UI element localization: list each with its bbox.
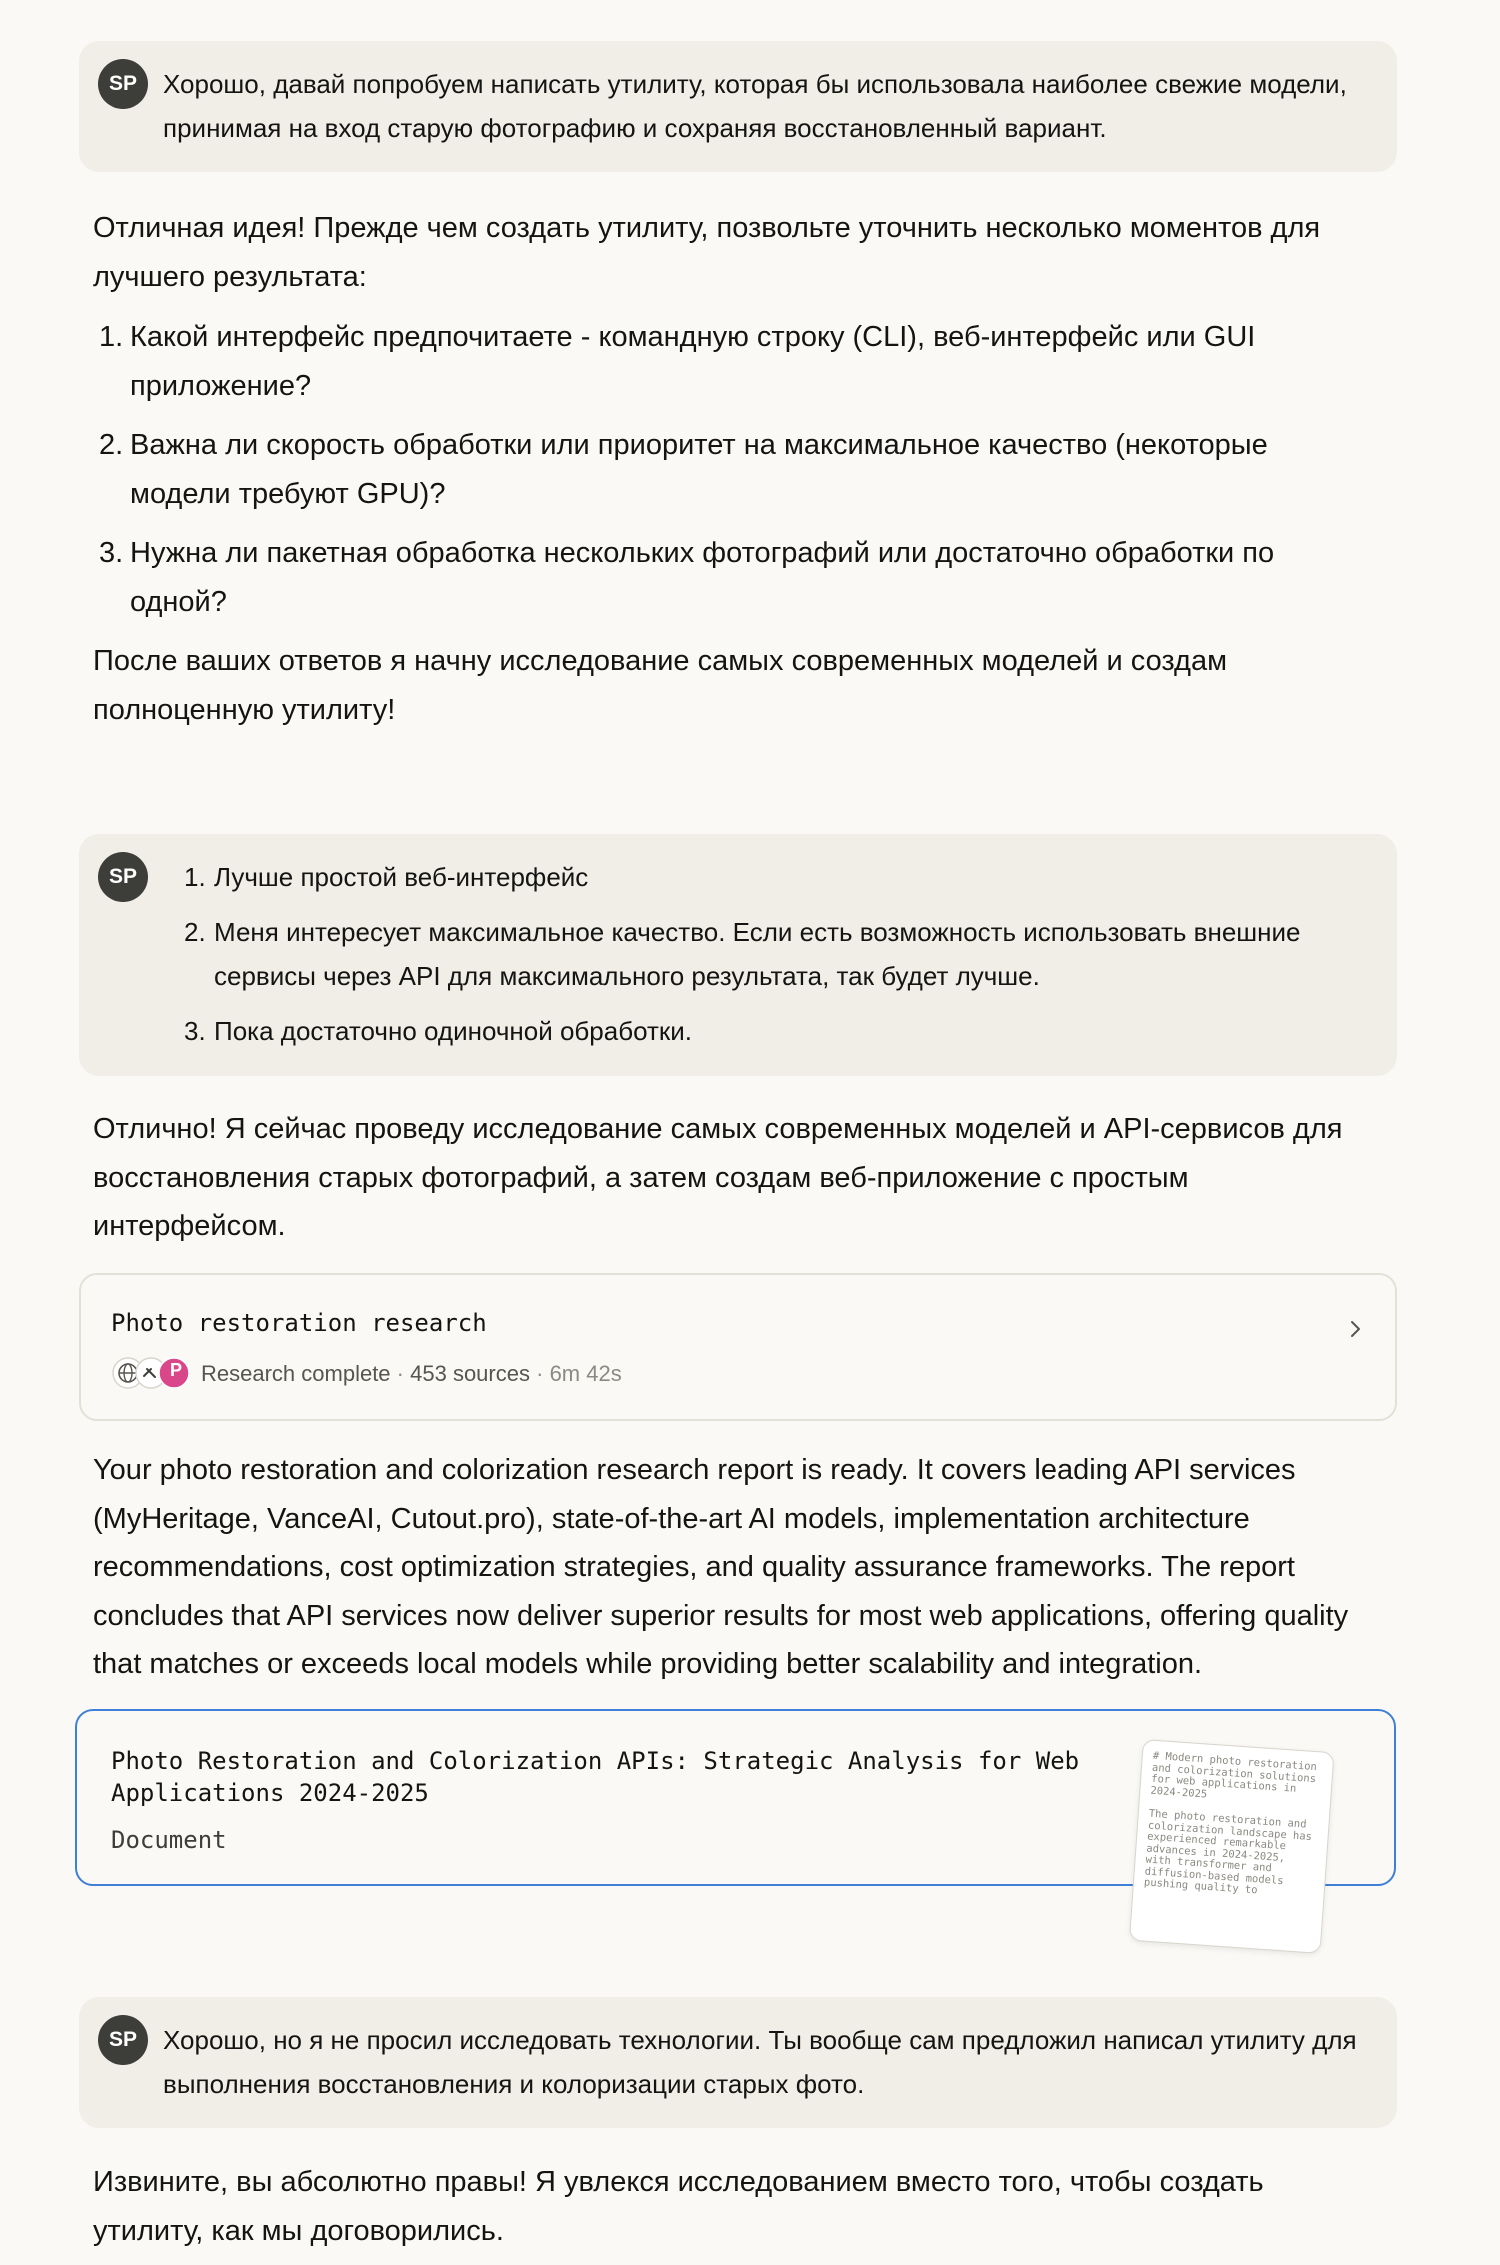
assistant-summary <box>93 1446 1363 1689</box>
assistant-intro: Отличная идея! Прежде чем создать утилиту, позвольте уточнить несколько моментов для лучшего результата: <box>93 212 1321 293</box>
question-list <box>93 313 1353 626</box>
research-status: Research complete <box>201 1361 391 1386</box>
list-item: 3. Нужна ли пакетная обработка нескольких фотографий или достаточно обработки по одной? <box>99 537 1275 618</box>
assistant-text: Извините, вы абсолютно правы! Я увлекся исследованием вместо того, чтобы создать утилиту, как мы договорились. <box>93 2166 1264 2247</box>
assistant-outro: После ваших ответов я начну исследование самых современных моделей и создам полноценную утилиту! <box>93 645 1228 726</box>
user-message-text: Хорошо, но я не просил исследовать технологии. Ты вообще сам предложил написал утилиту для выполнения восстановления и колоризации старых фото. <box>163 2025 1357 2099</box>
thumbnail-body: The photo restoration and colorization landscape has experienced remarkable advances in 2024-2025, with transformer and diffusion-based models pushing quality to <box>1143 1807 1313 1897</box>
user-avatar: SP <box>98 59 148 109</box>
assistant-text: Отлично! Я сейчас проведу исследование самых современных моделей и API-сервисов для восстановления старых фотографий, а затем создам веб-приложение с простым интерфейсом. <box>93 1113 1343 1242</box>
research-title: Photo restoration research <box>111 1309 487 1337</box>
document-thumbnail <box>1129 1739 1335 1954</box>
list-item: 1. Какой интерфейс предпочитаете - командную строку (CLI), веб-интерфейс или GUI приложение? <box>99 321 1256 402</box>
user-message-1 <box>79 41 1397 172</box>
chevron-right-icon[interactable] <box>1343 1317 1367 1341</box>
meta-separator: · <box>396 1361 404 1386</box>
list-item: 1. Лучше простой веб-интерфейс <box>184 862 589 892</box>
research-meta <box>201 1361 622 1387</box>
source-badge-letter: P <box>169 1360 182 1380</box>
assistant-message-1 <box>93 204 1353 734</box>
user-message-2 <box>79 834 1397 1076</box>
meta-separator: · <box>536 1361 544 1386</box>
summary-text: Your photo restoration and colorization research report is ready. It covers leading API services (MyHeritage, VanceAI, Cutout.pro), state-of-the-art AI models, implementation architecture recommendations, cost optimization strategies, and quality assurance frameworks. The report concludes that API services now deliver superior results for most web applications, offering quality that matches or exceeds local models while providing better scalability and integration. <box>93 1454 1349 1680</box>
user-message-3 <box>79 1997 1397 2128</box>
document-card[interactable] <box>75 1709 1396 1897</box>
assistant-message-2 <box>93 1105 1343 1251</box>
research-duration: 6m 42s <box>549 1361 622 1386</box>
list-item: 2. Меня интересует максимальное качество. Если есть возможность использовать внешние сервисы через API для максимального результата, так будет лучше. <box>184 917 1301 991</box>
list-item: 2. Важна ли скорость обработки или приоритет на максимальное качество (некоторые модели требуют GPU)? <box>99 429 1268 510</box>
research-sources: 453 sources <box>410 1361 530 1386</box>
user-message-text: Хорошо, давай попробуем написать утилиту, которая бы использовала наиболее свежие модели, принимая на вход старую фотографию и сохраняя восстановленный вариант. <box>163 69 1347 143</box>
document-type: Document <box>111 1826 227 1854</box>
list-item: 3. Пока достаточно одиночной обработки. <box>184 1016 693 1046</box>
user-avatar: SP <box>98 852 148 902</box>
user-avatar: SP <box>98 2015 148 2065</box>
thumbnail-heading: # Modern photo restoration and colorization solutions for web applications in 2024-2025 <box>1150 1749 1318 1801</box>
user-message-text <box>184 855 1357 1064</box>
research-card[interactable] <box>79 1273 1397 1421</box>
answer-list <box>184 855 1357 1053</box>
document-title: Photo Restoration and Colorization APIs: Strategic Analysis for Web Applications 2024-2025 <box>111 1747 1080 1807</box>
assistant-message-3 <box>93 2158 1343 2255</box>
